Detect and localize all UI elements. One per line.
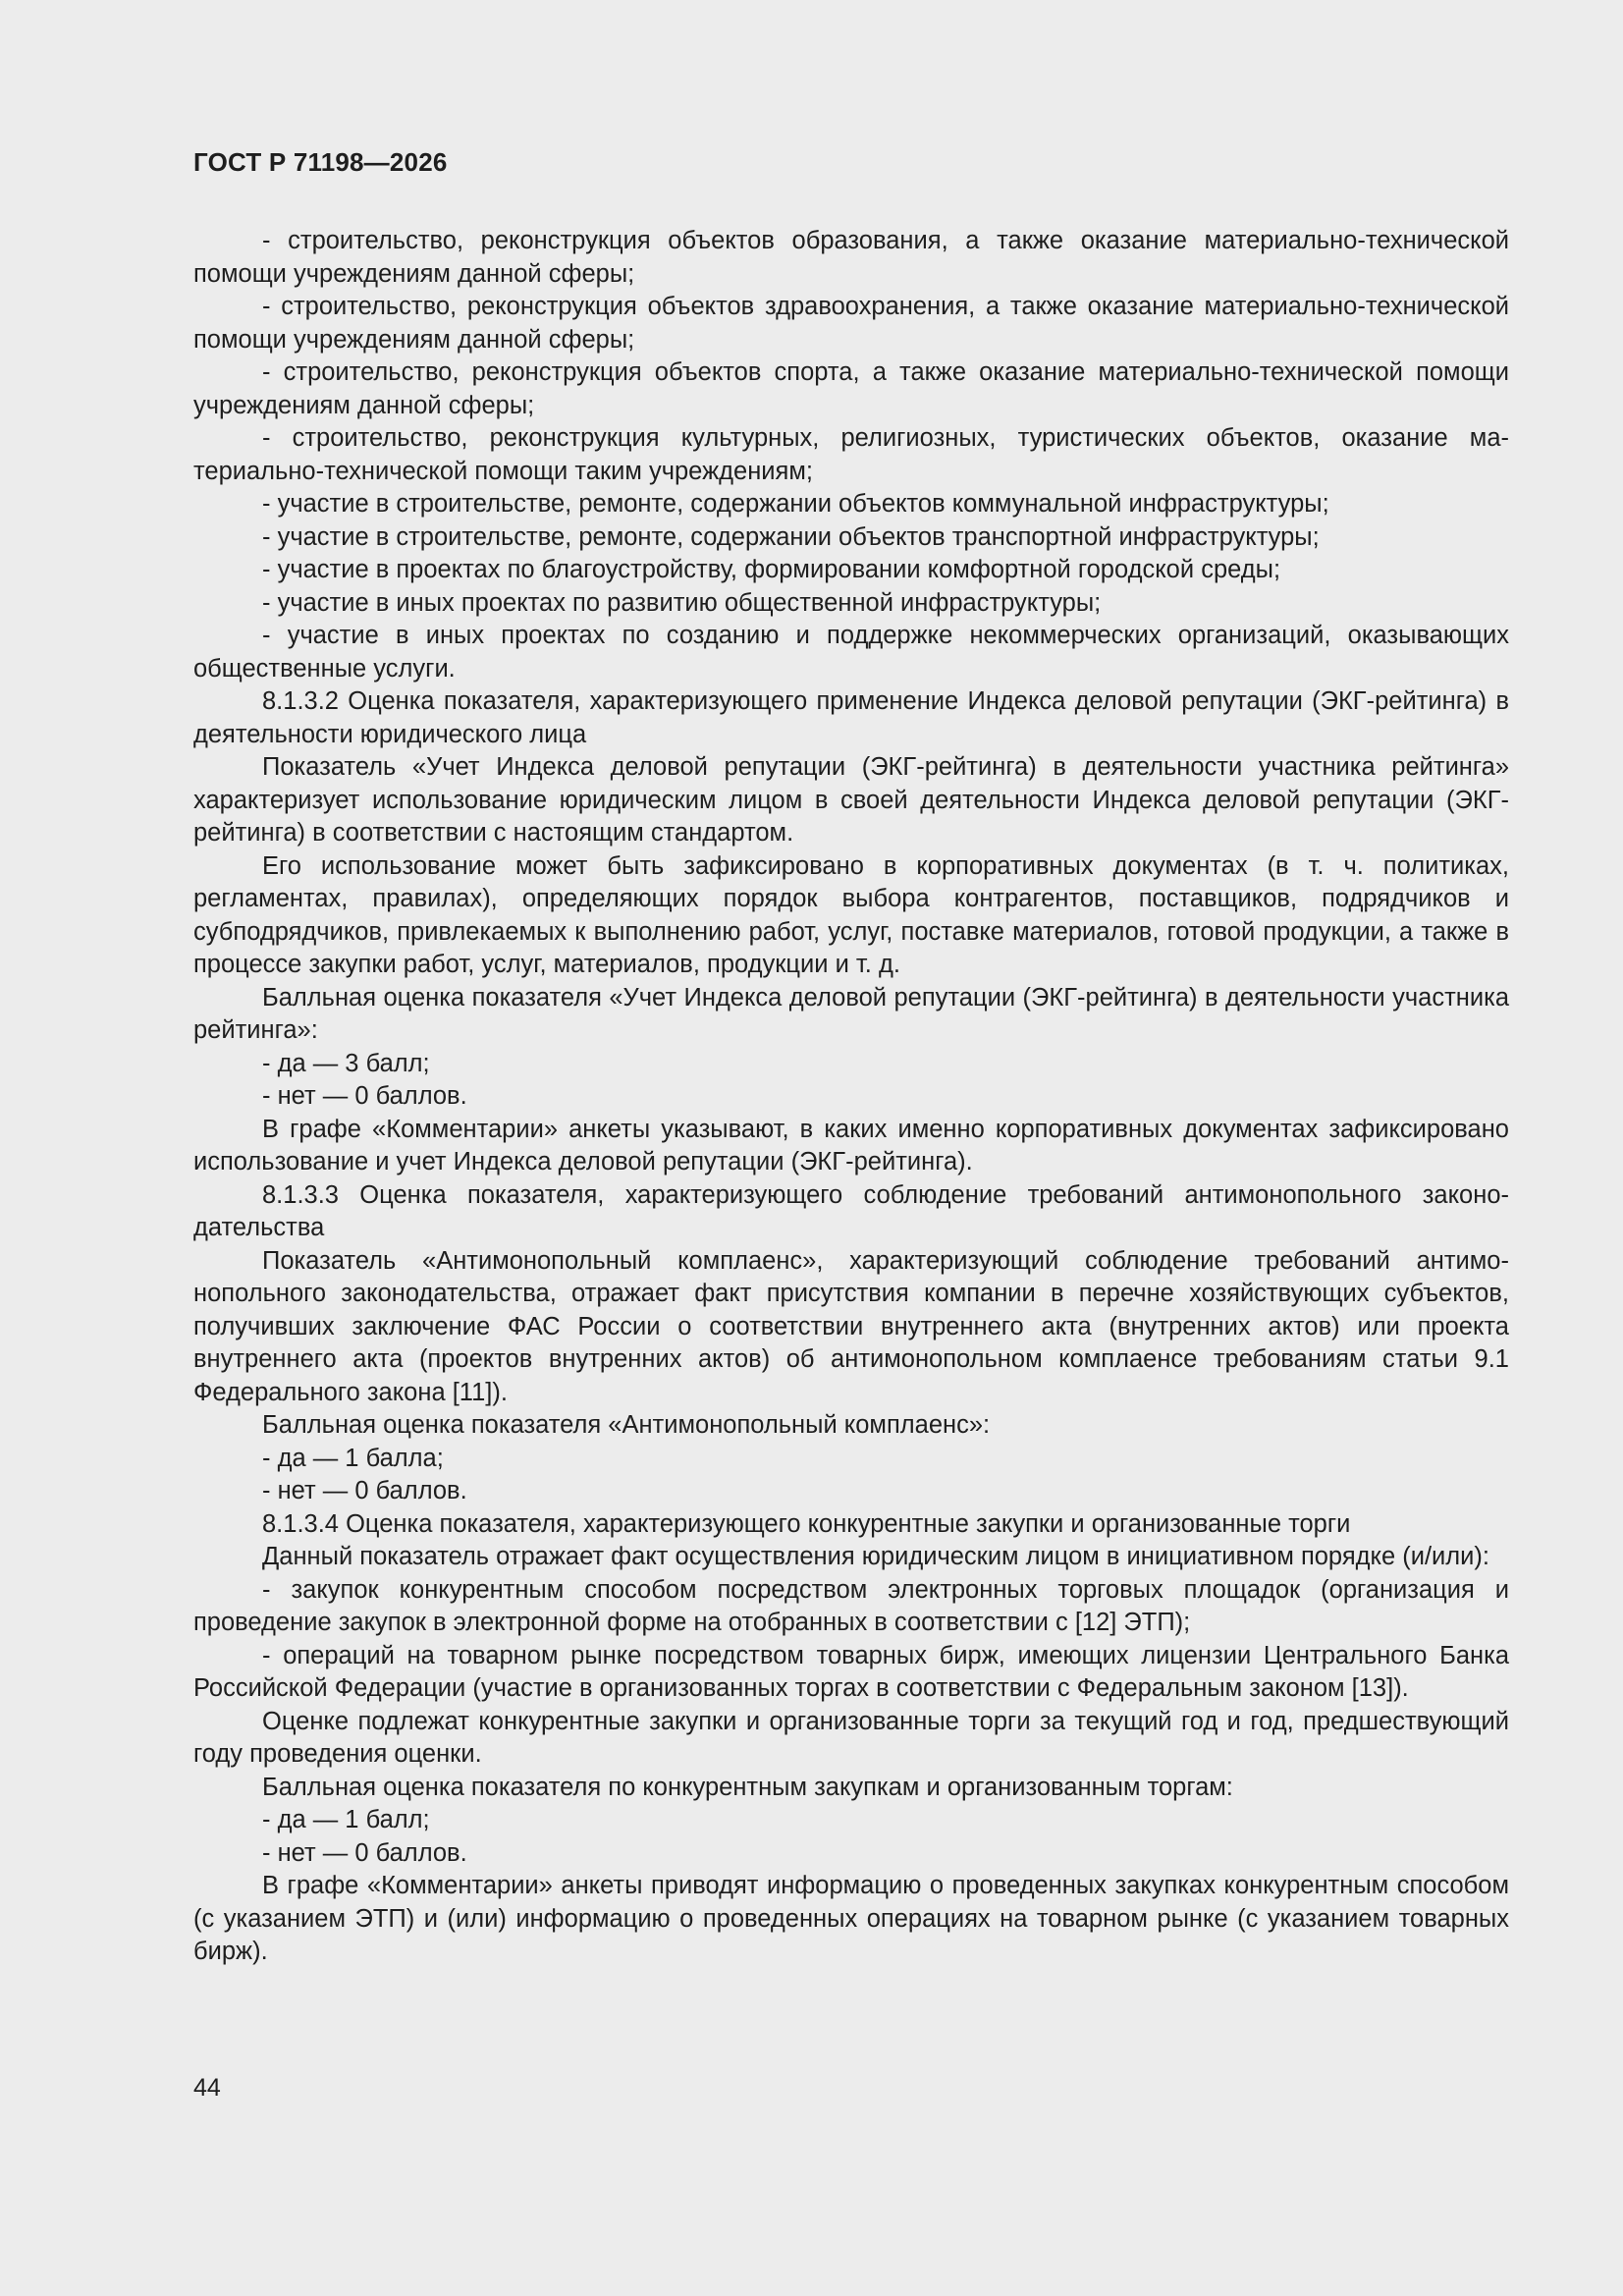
paragraph: - участие в иных проектах по развитию общественной инфраструктуры; [262,588,1102,617]
paragraph: Показатель «Антимонопольный комплаенс», характеризующий соблюдение требований антимонопольного законодательства, отражает факт присутствия компании в перечне хозяйствующих субъектов, получивших заключение ФАС России о соответствии внутреннего акта (внутренних актов) или проекта внутреннего акта (проектов внутренних актов) об антимонопольном комплаенсе требованиям статьи 9.1 Федерального закона [11]). [193,1246,1509,1406]
section-heading: 8.1.3.2 Оценка показателя, характеризующего применение Индекса деловой репутации (ЭКГ-рейтинга) в деятельности юридического лица [193,687,1509,748]
paragraph: - да — 1 балла; [262,1444,444,1472]
section-heading: 8.1.3.3 Оценка показателя, характеризующего соблюдение требований антимонопольного законодательства [193,1180,1509,1241]
paragraph: Балльная оценка показателя «Антимонопольный комплаенс»: [262,1411,991,1439]
paragraph: - операций на товарном рынке посредством товарных бирж, имеющих лицензии Центрального Банка Российской Федерации (участие в организованных торгах в соответствии с Федеральным законом [13]). [193,1641,1509,1702]
paragraph: - нет — 0 баллов. [262,1477,467,1504]
paragraph: - да — 1 балл; [262,1806,430,1833]
paragraph: Данный показатель отражает факт осуществления юридическим лицом в инициативном порядке (и/или): [262,1543,1489,1570]
paragraph: - да — 3 балл; [262,1049,430,1077]
paragraph: - участие в строительстве, ремонте, содержании объектов коммунальной инфраструктуры; [262,490,1329,518]
document-body [193,225,1509,1969]
paragraph: - закупок конкурентным способом посредством электронных торговых площадок (организация и проведение закупок в электронной форме на отобранных в соответствии с [12] ЭТП); [193,1575,1509,1636]
paragraph: - строительство, реконструкция объектов образования, а также оказание материально-технической помощи учреждениям данной сферы; [193,227,1509,288]
paragraph: В графе «Комментарии» анкеты приводят информацию о проведенных закупках конкурентным способом (с указанием ЭТП) и (или) информацию о проведенных операциях на товарном рынке (с указанием товарных бирж). [193,1872,1509,1965]
paragraph: - участие в строительстве, ремонте, содержании объектов транспортной инфраструктуры; [262,522,1320,551]
paragraph: Его использование может быть зафиксировано в корпоративных документах (в т. ч. политиках, регламентах, правилах), определяющих порядок выбора контрагентов, поставщиков, подрядчиков и субподрядчиков, привлекаемых к выполнению работ, услуг, поставке материалов, готовой продукции, а также в процессе закупки работ, услуг, материалов, продукции и т. д. [193,851,1509,978]
paragraph: - строительство, реконструкция культурных, религиозных, туристических объектов, оказание материально-технической помощи таким учреждениям; [193,424,1509,485]
paragraph: - нет — 0 баллов. [262,1082,467,1110]
paragraph: - строительство, реконструкция объектов спорта, а также оказание материально-технической помощи учреждениям данной сферы; [193,358,1509,419]
paragraph: - нет — 0 баллов. [262,1838,467,1867]
paragraph: Балльная оценка показателя по конкурентным закупкам и организованным торгам: [262,1773,1233,1801]
paragraph: - строительство, реконструкция объектов здравоохранения, а также оказание материально-технической помощи учреждениям данной сферы; [193,293,1509,354]
section-heading: 8.1.3.4 Оценка показателя, характеризующего конкурентные закупки и организованные торги [262,1509,1351,1538]
paragraph: - участие в иных проектах по созданию и поддержке некоммерческих организаций, оказывающих общественные услуги. [193,622,1509,683]
paragraph: В графе «Комментарии» анкеты указывают, в каких именно корпоративных документах зафиксировано использование и учет Индекса деловой репутации (ЭКГ-рейтинга). [193,1115,1509,1175]
paragraph: - участие в проектах по благоустройству, формировании комфортной городской среды; [262,556,1281,583]
document-header: ГОСТ Р 71198—2026 [193,147,448,177]
page-number: 44 [193,2074,221,2102]
paragraph: Оценке подлежат конкурентные закупки и организованные торги за текущий год и год, предшествующий году проведения оценки. [193,1707,1509,1768]
paragraph: Показатель «Учет Индекса деловой репутации (ЭКГ-рейтинга) в деятельности участника рейтинга» характеризует использование юридическим лицом в своей деятельности Индекса деловой репутации (ЭКГ-рейтинга) в соответствии с настоящим стандартом. [193,753,1509,847]
paragraph: Балльная оценка показателя «Учет Индекса деловой репутации (ЭКГ-рейтинга) в деятельности участника рейтинга»: [193,983,1509,1044]
